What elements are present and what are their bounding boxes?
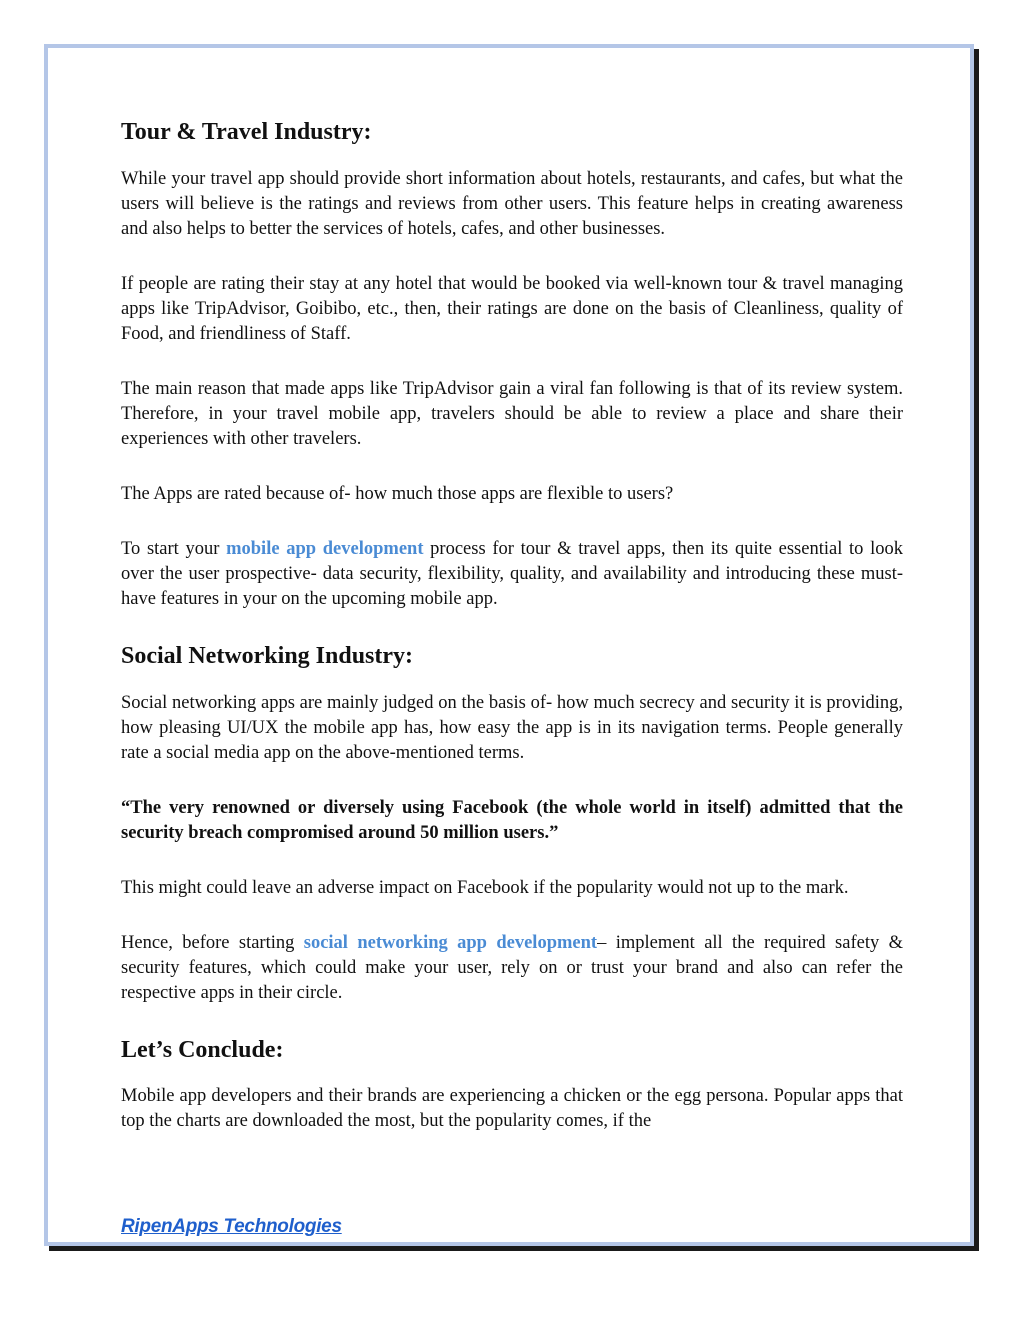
- paragraph: Social networking apps are mainly judged on the basis of- how much secrecy and security it is providing, how pleasing UI/UX the mobile app has, how easy the app is in its navigation terms. People generally rate a social media app on the above-mentioned terms.: [121, 692, 903, 763]
- section-heading-tour-travel: Tour & Travel Industry:: [121, 119, 372, 145]
- paragraph-text: To start your: [121, 538, 227, 559]
- paragraph-text: process for tour & travel apps, then its quite essential to look over the user prospective- data security, flexibility, quality, and availability and introducing these must-have features in your on the upcoming mobile app.: [121, 538, 903, 609]
- section-heading-conclude: Let’s Conclude:: [121, 1036, 284, 1063]
- paragraph: If people are rating their stay at any hotel that would be booked via well-known tour & travel managing apps like TripAdvisor, Goibibo, etc., then, their ratings are done on the basis of Cleanliness, quality of Food, and friendliness of Staff.: [121, 273, 903, 344]
- footer-brand-link[interactable]: RipenApps Technologies: [121, 1216, 342, 1237]
- paragraph: While your travel app should provide short information about hotels, restaurants, and cafes, but what the users will believe is the ratings and reviews from other users. This feature helps in creating awareness and also helps to better the services of hotels, cafes, and other businesses.: [121, 168, 903, 239]
- paragraph-with-link: [121, 931, 903, 1006]
- mobile-app-development-link[interactable]: mobile app development: [226, 538, 424, 559]
- paragraph: The Apps are rated because of- how much those apps are flexible to users?: [121, 483, 674, 504]
- paragraph: The main reason that made apps like TripAdvisor gain a viral fan following is that of its review system. Therefore, in your travel mobile app, travelers should be able to review a place and share their experiences with other travelers.: [121, 378, 903, 449]
- paragraph-with-link: [121, 537, 903, 612]
- paragraph: This might could leave an adverse impact on Facebook if the popularity would not up to the mark.: [121, 877, 849, 898]
- social-networking-app-development-link[interactable]: social networking app development: [303, 932, 598, 953]
- paragraph-text: Hence, before starting: [121, 932, 304, 953]
- paragraph-text: – implement all the required safety & security features, which could make your user, rely on or trust your brand and also can refer the respective apps in their circle.: [121, 932, 903, 1003]
- quote-paragraph: “The very renowned or diversely using Facebook (the whole world in itself) admitted that the security breach compromised around 50 million users.”: [121, 797, 903, 843]
- section-heading-social-networking: Social Networking Industry:: [121, 642, 414, 669]
- paragraph: Mobile app developers and their brands are experiencing a chicken or the egg persona. Popular apps that top the charts are downloaded the most, but the popularity comes, if the: [121, 1086, 903, 1132]
- document-body: [121, 118, 903, 1164]
